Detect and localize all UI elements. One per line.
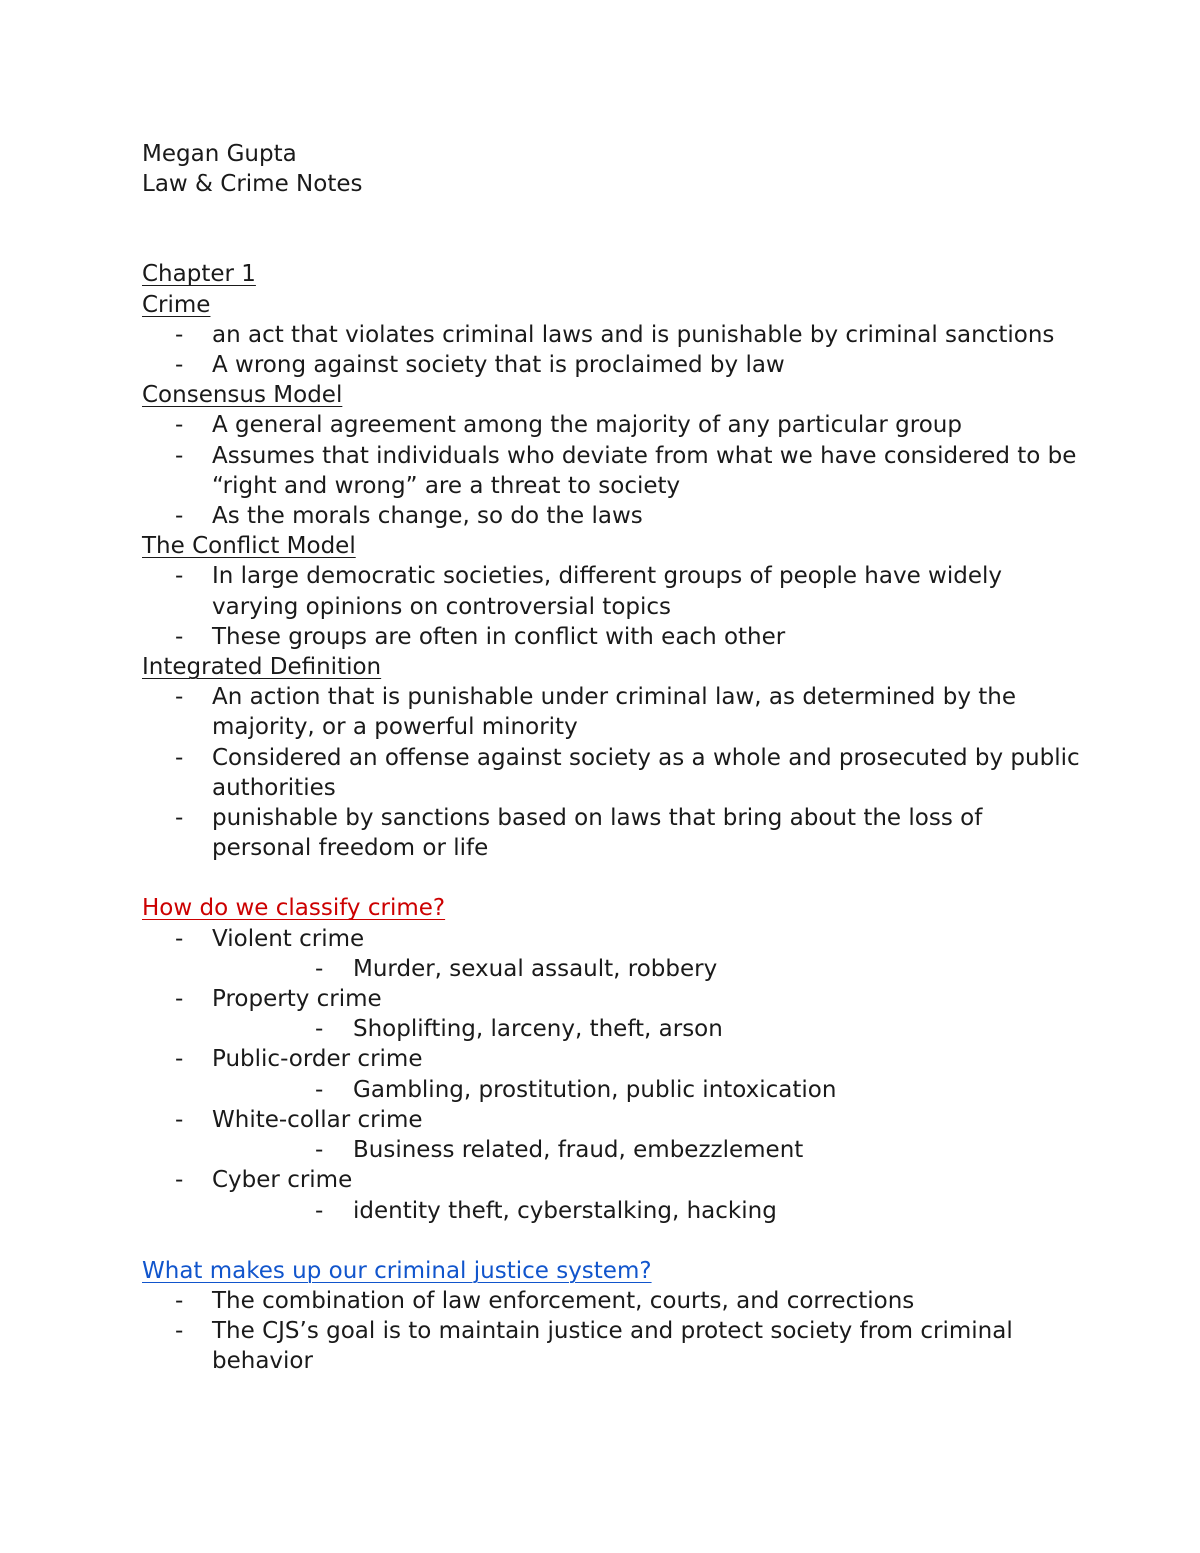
section-heading: Crime	[142, 291, 211, 318]
section-heading: Consensus Model	[142, 382, 343, 409]
classify-list	[142, 924, 1082, 1226]
spacer	[142, 863, 1082, 893]
crime-category	[142, 924, 1082, 984]
crime-example	[212, 1075, 1082, 1105]
list-item-text: Shoplifting, larceny, theft, arson	[353, 1016, 723, 1043]
list-item-text: Considered an offense against society as a whole and prosecuted by public authorities	[212, 744, 1080, 801]
list-item-text: identity theft, cyberstalking, hacking	[353, 1197, 777, 1224]
cjs-list	[142, 1286, 1082, 1377]
dash-bullet: -	[175, 805, 184, 832]
section-list	[142, 320, 1082, 380]
spacer	[142, 199, 1082, 259]
list-item-text: Property crime	[212, 986, 382, 1013]
classify-heading: How do we classify crime?	[142, 895, 446, 922]
list-item-text: A wrong against society that is proclaimed by law	[212, 352, 785, 379]
sections-container	[142, 290, 1082, 864]
chapter-heading: Chapter 1	[142, 261, 256, 288]
list-item-text: Murder, sexual assault, robbery	[353, 955, 718, 982]
dash-bullet: -	[175, 1287, 184, 1314]
dash-bullet: -	[175, 744, 184, 771]
list-item-text: Business related, fraud, embezzlement	[353, 1137, 804, 1164]
list-item-text: As the morals change, so do the laws	[212, 503, 643, 530]
list-item	[142, 743, 1082, 803]
dash-bullet: -	[175, 412, 184, 439]
dash-bullet: -	[315, 1076, 324, 1103]
section-list	[142, 410, 1082, 531]
spacer	[142, 1226, 1082, 1256]
crime-category	[142, 1105, 1082, 1165]
list-item	[142, 320, 1082, 350]
list-item	[142, 682, 1082, 742]
list-item-text: A general agreement among the majority of any particular group	[212, 412, 962, 439]
dash-bullet: -	[175, 1318, 184, 1345]
crime-examples	[212, 954, 1082, 984]
crime-category	[142, 1165, 1082, 1225]
crime-example	[212, 954, 1082, 984]
dash-bullet: -	[175, 684, 184, 711]
dash-bullet: -	[175, 352, 184, 379]
list-item-text: Cyber crime	[212, 1167, 353, 1194]
dash-bullet: -	[315, 1197, 324, 1224]
crime-examples	[212, 1135, 1082, 1165]
section-list	[142, 561, 1082, 652]
list-item	[142, 1286, 1082, 1316]
list-item	[142, 561, 1082, 621]
crime-category	[142, 984, 1082, 1044]
list-item-text: an act that violates criminal laws and is punishable by criminal sanctions	[212, 321, 1055, 348]
dash-bullet: -	[315, 1016, 324, 1043]
crime-example	[212, 1196, 1082, 1226]
list-item-text: Assumes that individuals who deviate from what we have considered to be “right and wrong” are a threat to society	[212, 442, 1077, 499]
list-item	[142, 622, 1082, 652]
list-item-text: punishable by sanctions based on laws that bring about the loss of personal freedom or life	[212, 805, 983, 862]
dash-bullet: -	[315, 1137, 324, 1164]
list-item-text: The CJS’s goal is to maintain justice and protect society from criminal behavior	[212, 1318, 1013, 1375]
crime-category	[142, 1044, 1082, 1104]
dash-bullet: -	[175, 623, 184, 650]
section-list	[142, 682, 1082, 863]
list-item-text: An action that is punishable under criminal law, as determined by the majority, or a powerful minority	[212, 684, 1016, 741]
dash-bullet: -	[175, 321, 184, 348]
crime-examples	[212, 1075, 1082, 1105]
crime-example	[212, 1135, 1082, 1165]
list-item	[142, 410, 1082, 440]
crime-example	[212, 1014, 1082, 1044]
dash-bullet: -	[175, 1167, 184, 1194]
author-name: Megan Gupta	[142, 141, 297, 167]
dash-bullet: -	[315, 955, 324, 982]
list-item	[142, 350, 1082, 380]
list-item-text: Gambling, prostitution, public intoxication	[353, 1076, 837, 1103]
list-item	[142, 803, 1082, 863]
document-title: Law & Crime Notes	[142, 171, 363, 198]
list-item-text: The combination of law enforcement, courts, and corrections	[212, 1287, 915, 1314]
dash-bullet: -	[175, 503, 184, 530]
dash-bullet: -	[175, 1106, 184, 1133]
list-item	[142, 1316, 1082, 1376]
crime-examples	[212, 1196, 1082, 1226]
list-item	[142, 441, 1082, 501]
dash-bullet: -	[175, 986, 184, 1013]
list-item-text: Violent crime	[212, 925, 365, 952]
list-item	[142, 501, 1082, 531]
dash-bullet: -	[175, 1046, 184, 1073]
crime-examples	[212, 1014, 1082, 1044]
list-item-text: White-collar crime	[212, 1106, 423, 1133]
dash-bullet: -	[175, 442, 184, 469]
section-heading: Integrated Definition	[142, 654, 382, 681]
list-item-text: These groups are often in conflict with each other	[212, 623, 786, 650]
list-item-text: In large democratic societies, different groups of people have widely varying opinions on controversial topics	[212, 563, 1002, 620]
section-heading: The Conflict Model	[142, 533, 356, 560]
document-page	[142, 139, 1082, 1377]
list-item-text: Public-order crime	[212, 1046, 423, 1073]
dash-bullet: -	[175, 563, 184, 590]
cjs-heading-link[interactable]: What makes up our criminal justice system?	[142, 1257, 652, 1284]
dash-bullet: -	[175, 925, 184, 952]
